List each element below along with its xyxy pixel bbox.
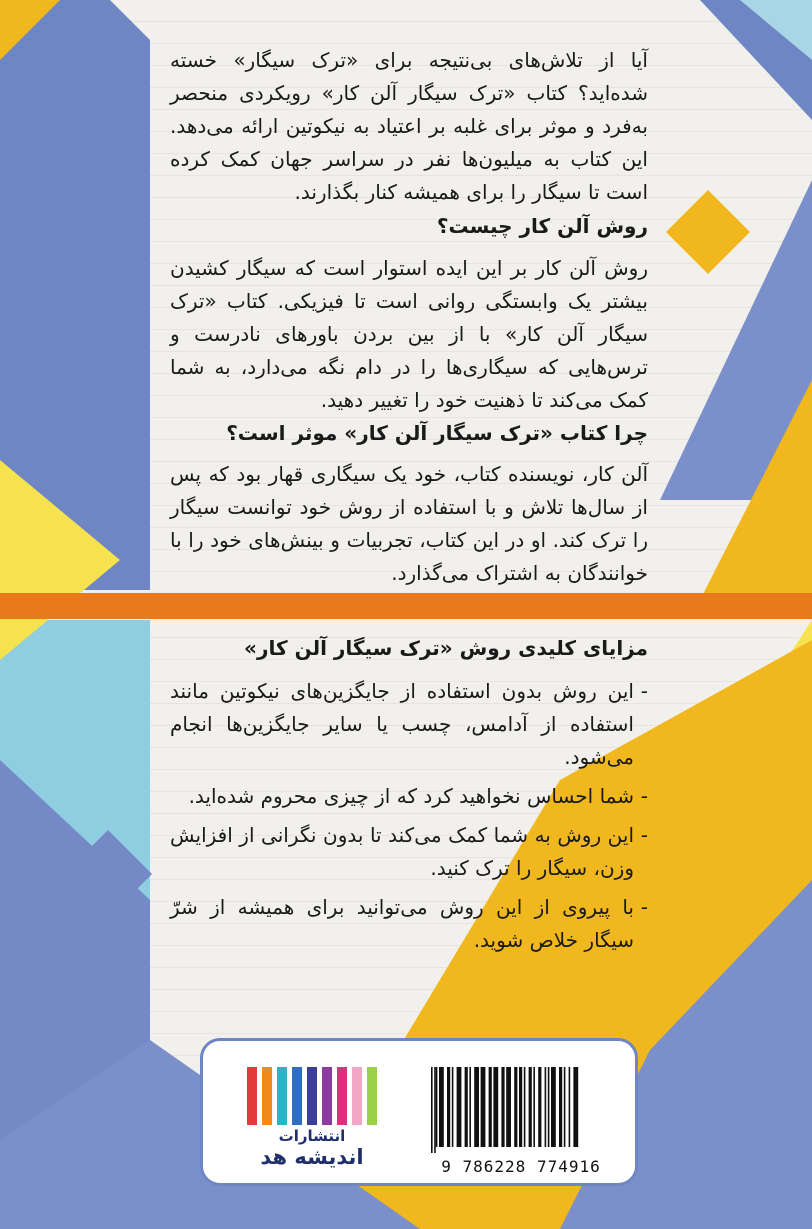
barcode-bar — [465, 1067, 468, 1147]
barcode-bar — [529, 1067, 532, 1147]
barcode-bar — [469, 1067, 471, 1147]
list-item: - این روش به شما کمک می‌کند تا بدون نگرانی از افزایش وزن، سیگار را ترک کنید. — [170, 819, 648, 885]
barcode-bar — [457, 1067, 462, 1147]
list-item: - شما احساس نخواهید کرد که از چیزی محروم شده‌اید. — [170, 780, 648, 813]
publisher-logo-icon — [247, 1067, 377, 1125]
orange-divider-band — [0, 593, 812, 619]
barcode-bar — [447, 1067, 450, 1147]
barcode-bar — [506, 1067, 511, 1147]
barcode-bar — [493, 1067, 498, 1147]
intro-block — [170, 44, 648, 209]
barcode-bar — [436, 1067, 438, 1147]
section3-heading: مزایای کلیدی روش «ترک سیگار آلن کار» — [244, 636, 648, 660]
barcode-label-card — [200, 1038, 638, 1186]
barcode-bar — [489, 1067, 492, 1147]
section3-heading-block — [170, 632, 648, 665]
section1-paragraph: روش آلن کار بر این ایده استوار است که سیگار کشیدن بیشتر یک وابستگی روانی است تا فیزیکی. کتاب «ترک سیگار آلن کار» با از بین بردن باورهای نادرست و ترس‌هایی که سیگاری‌ها را در دام نگه می‌دارد، به شما کمک می‌کند تا ذهنیت خود را تغییر دهید. — [170, 256, 648, 412]
section2-heading-block — [170, 417, 648, 450]
barcode-bar — [545, 1067, 547, 1147]
list-item: - این روش بدون استفاده از جایگزین‌های نیکوتین مانند استفاده از آدامس، چسب یا سایر جایگزین‌ها انجام می‌شود. — [170, 675, 648, 774]
barcode — [429, 1067, 613, 1153]
barcode-bar — [519, 1067, 522, 1147]
barcode-guard-bar — [431, 1067, 433, 1153]
section2-paragraph: آلن کار، نویسنده کتاب، خود یک سیگاری قهار بود که پس از سال‌ها تلاش و با استفاده از روش خود توانست سیگار را ترک کند. او در این کتاب، تجربیات و بینش‌های خود را با خوانندگان به اشتراک می‌گذارد. — [170, 462, 648, 585]
barcode-bar — [564, 1067, 566, 1147]
publisher-line2: اندیشه هد — [260, 1145, 364, 1169]
barcode-bar — [533, 1067, 535, 1147]
yellow-diamond — [666, 190, 750, 274]
isbn-number: 9 786228 774916 — [441, 1157, 601, 1176]
barcode-bar — [439, 1067, 444, 1147]
barcode-bar — [452, 1067, 454, 1147]
section2-heading: چرا کتاب «ترک سیگار آلن کار» موثر است؟ — [226, 421, 648, 445]
barcode-bar — [569, 1067, 571, 1147]
section1-block — [170, 252, 648, 417]
barcode-bar — [551, 1067, 556, 1147]
barcode-bar — [573, 1067, 578, 1147]
barcode-bar — [501, 1067, 504, 1147]
barcode-guard-bar — [434, 1067, 436, 1153]
publisher-line1: انتشارات — [278, 1127, 346, 1145]
benefits-list — [170, 675, 648, 963]
section2-block — [170, 458, 648, 590]
section1-heading: روش آلن کار چیست؟ — [436, 214, 648, 238]
list-item: - با پیروی از این روش می‌توانید برای همیشه از شرّ سیگار خلاص شوید. — [170, 891, 648, 957]
publisher-name — [237, 1127, 387, 1169]
barcode-bar — [538, 1067, 541, 1147]
barcode-bar — [559, 1067, 562, 1147]
intro-paragraph: آیا از تلاش‌های بی‌نتیجه برای «ترک سیگار» خسته شده‌اید؟ کتاب «ترک سیگار آلن کار» رویکردی منحصر به‌فرد و موثر برای غلبه بر اعتیاد به نیکوتین ارائه می‌دهد. این کتاب به میلیون‌ها نفر در سراسر جهان کمک کرده است تا سیگار را برای همیشه کنار بگذارند. — [170, 48, 648, 204]
barcode-bar — [481, 1067, 486, 1147]
barcode-bar — [474, 1067, 479, 1147]
barcode-bar — [514, 1067, 517, 1147]
section1-heading-block — [170, 210, 648, 243]
barcode-bar — [548, 1067, 550, 1147]
barcode-bar — [524, 1067, 526, 1147]
